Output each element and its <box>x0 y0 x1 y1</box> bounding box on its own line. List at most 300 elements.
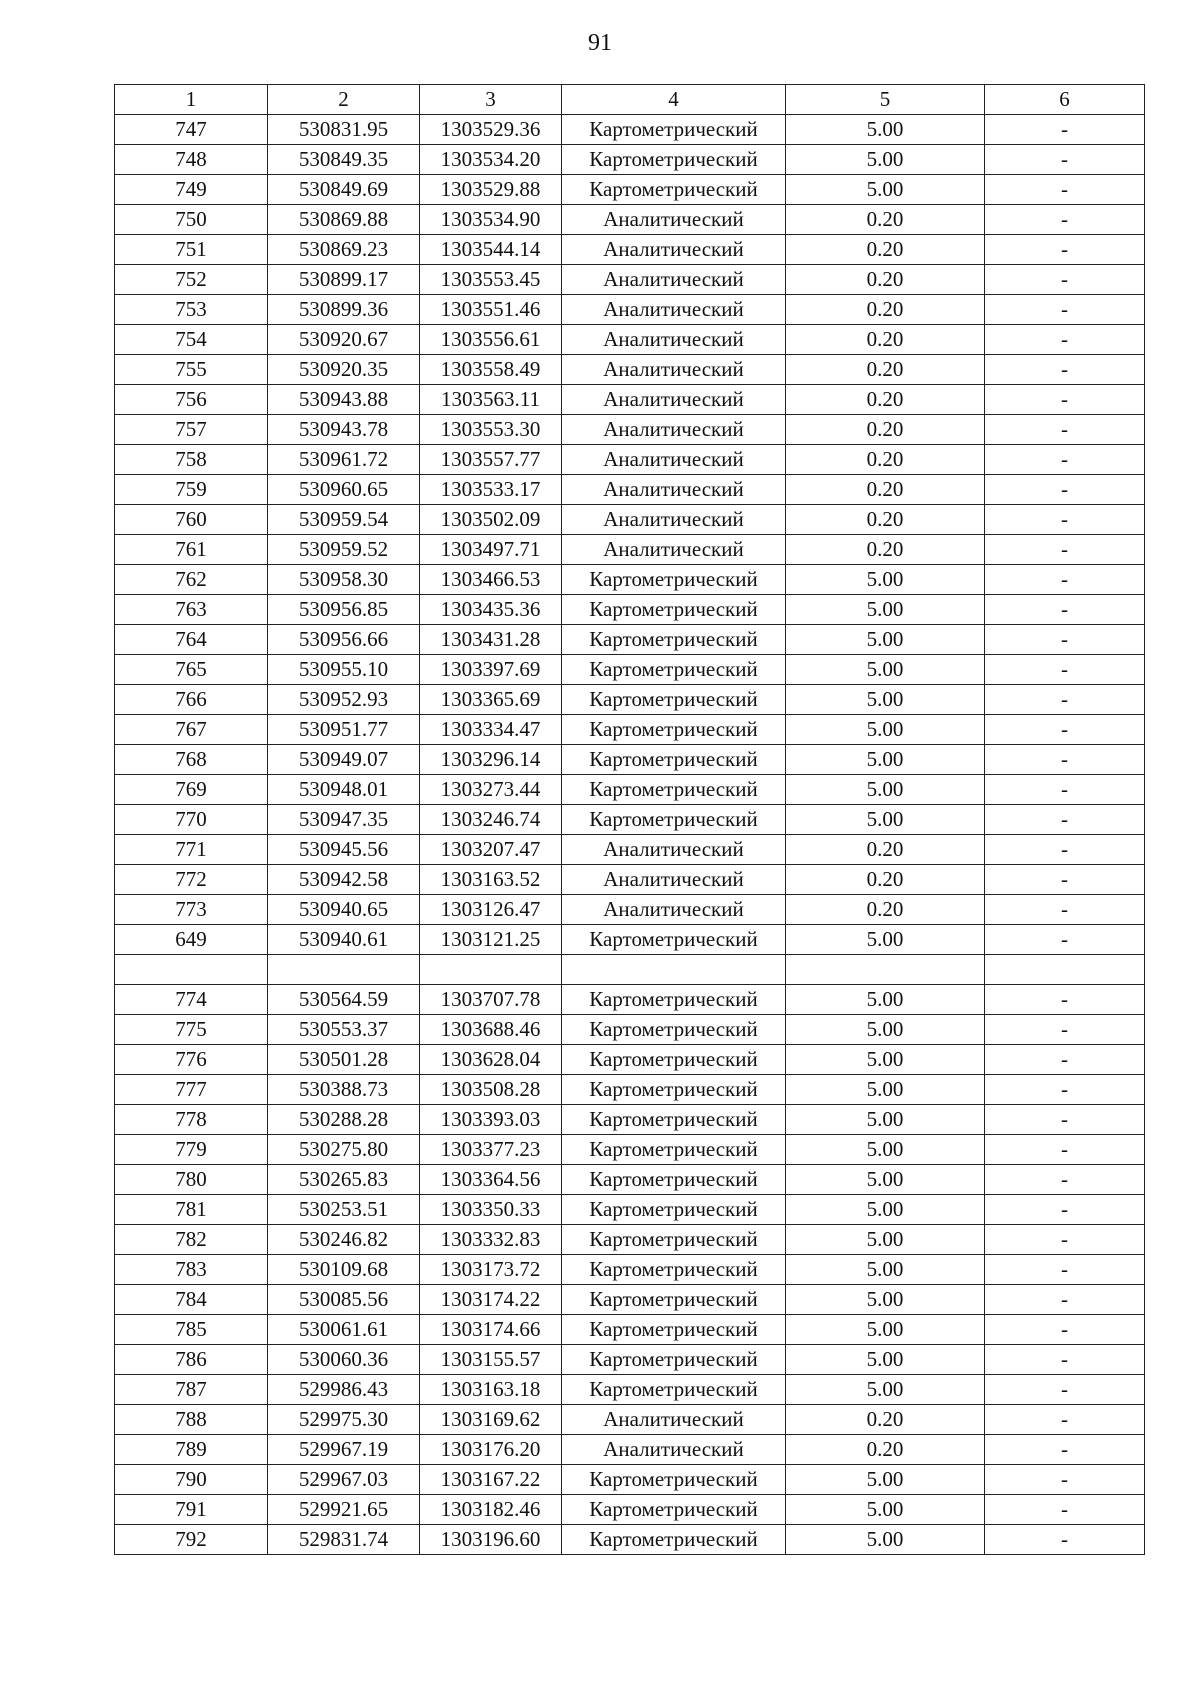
point-number-cell: 750 <box>115 205 268 235</box>
note-cell: - <box>985 1495 1145 1525</box>
table-row <box>115 1495 1145 1525</box>
y-coordinate-cell: 1303628.04 <box>420 1045 562 1075</box>
point-number-cell: 783 <box>115 1255 268 1285</box>
note-cell: - <box>985 1375 1145 1405</box>
y-coordinate-cell <box>420 955 562 985</box>
method-cell: Картометрический <box>562 565 786 595</box>
point-number-cell: 755 <box>115 355 268 385</box>
note-cell: - <box>985 1135 1145 1165</box>
note-cell: - <box>985 445 1145 475</box>
method-cell: Картометрический <box>562 1165 786 1195</box>
x-coordinate-cell: 530942.58 <box>268 865 420 895</box>
x-coordinate-cell: 530959.52 <box>268 535 420 565</box>
method-cell: Картометрический <box>562 1195 786 1225</box>
accuracy-cell: 5.00 <box>786 1495 985 1525</box>
point-number-cell: 778 <box>115 1105 268 1135</box>
x-coordinate-cell: 529975.30 <box>268 1405 420 1435</box>
x-coordinate-cell: 530288.28 <box>268 1105 420 1135</box>
y-coordinate-cell: 1303688.46 <box>420 1015 562 1045</box>
table-row <box>115 1135 1145 1165</box>
method-cell: Аналитический <box>562 415 786 445</box>
y-coordinate-cell: 1303529.36 <box>420 115 562 145</box>
x-coordinate-cell: 530951.77 <box>268 715 420 745</box>
point-number-cell: 786 <box>115 1345 268 1375</box>
accuracy-cell: 0.20 <box>786 535 985 565</box>
note-cell: - <box>985 865 1145 895</box>
point-number-cell: 787 <box>115 1375 268 1405</box>
note-cell: - <box>985 1465 1145 1495</box>
note-cell: - <box>985 235 1145 265</box>
point-number-cell: 789 <box>115 1435 268 1465</box>
note-cell: - <box>985 715 1145 745</box>
x-coordinate-cell: 529921.65 <box>268 1495 420 1525</box>
point-number-cell: 760 <box>115 505 268 535</box>
y-coordinate-cell: 1303497.71 <box>420 535 562 565</box>
table-row <box>115 1315 1145 1345</box>
method-cell: Картометрический <box>562 1285 786 1315</box>
note-cell: - <box>985 1195 1145 1225</box>
method-cell: Аналитический <box>562 505 786 535</box>
note-cell: - <box>985 1165 1145 1195</box>
table-row <box>115 415 1145 445</box>
table-row <box>115 475 1145 505</box>
table-row <box>115 235 1145 265</box>
x-coordinate-cell: 530253.51 <box>268 1195 420 1225</box>
note-cell: - <box>985 805 1145 835</box>
accuracy-cell: 5.00 <box>786 685 985 715</box>
point-number-cell: 754 <box>115 325 268 355</box>
header-col-1: 1 <box>115 85 268 115</box>
y-coordinate-cell: 1303556.61 <box>420 325 562 355</box>
y-coordinate-cell: 1303169.62 <box>420 1405 562 1435</box>
accuracy-cell: 0.20 <box>786 895 985 925</box>
point-number-cell: 753 <box>115 295 268 325</box>
x-coordinate-cell: 530920.67 <box>268 325 420 355</box>
table-row <box>115 1435 1145 1465</box>
point-number-cell: 762 <box>115 565 268 595</box>
method-cell: Картометрический <box>562 715 786 745</box>
note-cell: - <box>985 745 1145 775</box>
point-number-cell: 749 <box>115 175 268 205</box>
table-row <box>115 985 1145 1015</box>
note-cell: - <box>985 895 1145 925</box>
point-number-cell: 779 <box>115 1135 268 1165</box>
note-cell: - <box>985 535 1145 565</box>
accuracy-cell: 5.00 <box>786 985 985 1015</box>
method-cell: Картометрический <box>562 1045 786 1075</box>
accuracy-cell: 5.00 <box>786 1105 985 1135</box>
table-row <box>115 1285 1145 1315</box>
y-coordinate-cell: 1303707.78 <box>420 985 562 1015</box>
note-cell: - <box>985 985 1145 1015</box>
table-row <box>115 835 1145 865</box>
y-coordinate-cell: 1303502.09 <box>420 505 562 535</box>
header-col-6: 6 <box>985 85 1145 115</box>
note-cell: - <box>985 295 1145 325</box>
point-number-cell: 775 <box>115 1015 268 1045</box>
method-cell: Аналитический <box>562 1405 786 1435</box>
note-cell: - <box>985 925 1145 955</box>
accuracy-cell: 5.00 <box>786 625 985 655</box>
note-cell: - <box>985 1105 1145 1135</box>
point-number-cell: 784 <box>115 1285 268 1315</box>
note-cell: - <box>985 775 1145 805</box>
y-coordinate-cell: 1303207.47 <box>420 835 562 865</box>
y-coordinate-cell: 1303393.03 <box>420 1105 562 1135</box>
header-col-2: 2 <box>268 85 420 115</box>
accuracy-cell: 5.00 <box>786 1525 985 1555</box>
table-row <box>115 115 1145 145</box>
accuracy-cell: 0.20 <box>786 265 985 295</box>
y-coordinate-cell: 1303431.28 <box>420 625 562 655</box>
point-number-cell: 764 <box>115 625 268 655</box>
point-number-cell: 776 <box>115 1045 268 1075</box>
point-number-cell: 773 <box>115 895 268 925</box>
y-coordinate-cell: 1303553.45 <box>420 265 562 295</box>
x-coordinate-cell: 530831.95 <box>268 115 420 145</box>
method-cell: Картометрический <box>562 115 786 145</box>
accuracy-cell: 5.00 <box>786 1195 985 1225</box>
x-coordinate-cell: 530869.23 <box>268 235 420 265</box>
table-row <box>115 1525 1145 1555</box>
accuracy-cell: 5.00 <box>786 115 985 145</box>
y-coordinate-cell: 1303173.72 <box>420 1255 562 1285</box>
y-coordinate-cell: 1303365.69 <box>420 685 562 715</box>
x-coordinate-cell: 530956.66 <box>268 625 420 655</box>
accuracy-cell: 5.00 <box>786 1315 985 1345</box>
point-number-cell: 790 <box>115 1465 268 1495</box>
y-coordinate-cell: 1303246.74 <box>420 805 562 835</box>
table-row <box>115 205 1145 235</box>
x-coordinate-cell: 530949.07 <box>268 745 420 775</box>
y-coordinate-cell: 1303126.47 <box>420 895 562 925</box>
table-row <box>115 655 1145 685</box>
accuracy-cell: 5.00 <box>786 1075 985 1105</box>
y-coordinate-cell: 1303167.22 <box>420 1465 562 1495</box>
table-row <box>115 295 1145 325</box>
point-number-cell: 761 <box>115 535 268 565</box>
method-cell: Аналитический <box>562 475 786 505</box>
note-cell: - <box>985 1315 1145 1345</box>
note-cell: - <box>985 1405 1145 1435</box>
note-cell: - <box>985 505 1145 535</box>
accuracy-cell: 5.00 <box>786 1135 985 1165</box>
point-number-cell: 792 <box>115 1525 268 1555</box>
method-cell <box>562 955 786 985</box>
method-cell: Картометрический <box>562 1105 786 1135</box>
table-row <box>115 685 1145 715</box>
method-cell: Картометрический <box>562 745 786 775</box>
point-number-cell: 782 <box>115 1225 268 1255</box>
method-cell: Картометрический <box>562 145 786 175</box>
y-coordinate-cell: 1303397.69 <box>420 655 562 685</box>
table-row <box>115 955 1145 985</box>
y-coordinate-cell: 1303174.22 <box>420 1285 562 1315</box>
x-coordinate-cell: 530899.17 <box>268 265 420 295</box>
y-coordinate-cell: 1303296.14 <box>420 745 562 775</box>
x-coordinate-cell: 530275.80 <box>268 1135 420 1165</box>
x-coordinate-cell: 530945.56 <box>268 835 420 865</box>
point-number-cell: 791 <box>115 1495 268 1525</box>
note-cell: - <box>985 625 1145 655</box>
x-coordinate-cell: 530109.68 <box>268 1255 420 1285</box>
table-row <box>115 745 1145 775</box>
accuracy-cell: 0.20 <box>786 1435 985 1465</box>
x-coordinate-cell: 530956.85 <box>268 595 420 625</box>
note-cell: - <box>985 475 1145 505</box>
x-coordinate-cell: 530869.88 <box>268 205 420 235</box>
x-coordinate-cell: 530940.61 <box>268 925 420 955</box>
accuracy-cell: 0.20 <box>786 415 985 445</box>
table-row <box>115 1045 1145 1075</box>
y-coordinate-cell: 1303435.36 <box>420 595 562 625</box>
y-coordinate-cell: 1303558.49 <box>420 355 562 385</box>
accuracy-cell: 5.00 <box>786 1045 985 1075</box>
note-cell: - <box>985 175 1145 205</box>
point-number-cell: 780 <box>115 1165 268 1195</box>
x-coordinate-cell: 530943.78 <box>268 415 420 445</box>
note-cell: - <box>985 1045 1145 1075</box>
method-cell: Картометрический <box>562 1075 786 1105</box>
y-coordinate-cell: 1303534.90 <box>420 205 562 235</box>
table-row <box>115 805 1145 835</box>
point-number-cell: 759 <box>115 475 268 505</box>
note-cell: - <box>985 565 1145 595</box>
method-cell: Картометрический <box>562 1495 786 1525</box>
method-cell: Аналитический <box>562 385 786 415</box>
accuracy-cell: 0.20 <box>786 505 985 535</box>
table-row <box>115 1075 1145 1105</box>
note-cell: - <box>985 355 1145 385</box>
note-cell: - <box>985 385 1145 415</box>
table-row <box>115 445 1145 475</box>
point-number-cell: 772 <box>115 865 268 895</box>
note-cell: - <box>985 1435 1145 1465</box>
method-cell: Аналитический <box>562 265 786 295</box>
accuracy-cell: 0.20 <box>786 865 985 895</box>
x-coordinate-cell: 530849.69 <box>268 175 420 205</box>
point-number-cell: 766 <box>115 685 268 715</box>
method-cell: Картометрический <box>562 985 786 1015</box>
method-cell: Картометрический <box>562 175 786 205</box>
table-row <box>115 325 1145 355</box>
x-coordinate-cell: 530952.93 <box>268 685 420 715</box>
method-cell: Картометрический <box>562 655 786 685</box>
method-cell: Аналитический <box>562 205 786 235</box>
accuracy-cell: 5.00 <box>786 715 985 745</box>
point-number-cell: 774 <box>115 985 268 1015</box>
table-body <box>115 115 1145 1555</box>
note-cell: - <box>985 595 1145 625</box>
method-cell: Картометрический <box>562 805 786 835</box>
x-coordinate-cell: 530948.01 <box>268 775 420 805</box>
method-cell: Картометрический <box>562 1015 786 1045</box>
point-number-cell: 758 <box>115 445 268 475</box>
x-coordinate-cell: 530265.83 <box>268 1165 420 1195</box>
point-number-cell <box>115 955 268 985</box>
x-coordinate-cell: 530061.61 <box>268 1315 420 1345</box>
y-coordinate-cell: 1303163.18 <box>420 1375 562 1405</box>
table-row <box>115 865 1145 895</box>
method-cell: Аналитический <box>562 235 786 265</box>
accuracy-cell: 0.20 <box>786 355 985 385</box>
x-coordinate-cell: 530060.36 <box>268 1345 420 1375</box>
note-cell: - <box>985 655 1145 685</box>
accuracy-cell: 5.00 <box>786 1465 985 1495</box>
table-row <box>115 595 1145 625</box>
accuracy-cell: 0.20 <box>786 205 985 235</box>
coordinates-table <box>114 84 1145 1555</box>
x-coordinate-cell: 530920.35 <box>268 355 420 385</box>
point-number-cell: 752 <box>115 265 268 295</box>
y-coordinate-cell: 1303377.23 <box>420 1135 562 1165</box>
x-coordinate-cell: 530947.35 <box>268 805 420 835</box>
accuracy-cell <box>786 955 985 985</box>
method-cell: Аналитический <box>562 535 786 565</box>
table-row <box>115 1405 1145 1435</box>
method-cell: Картометрический <box>562 1465 786 1495</box>
x-coordinate-cell: 530553.37 <box>268 1015 420 1045</box>
header-col-3: 3 <box>420 85 562 115</box>
method-cell: Картометрический <box>562 1525 786 1555</box>
note-cell: - <box>985 685 1145 715</box>
table-row <box>115 355 1145 385</box>
method-cell: Картометрический <box>562 1225 786 1255</box>
y-coordinate-cell: 1303557.77 <box>420 445 562 475</box>
table-row <box>115 1105 1145 1135</box>
x-coordinate-cell: 530246.82 <box>268 1225 420 1255</box>
note-cell: - <box>985 1285 1145 1315</box>
page-number: 91 <box>588 30 612 56</box>
point-number-cell: 767 <box>115 715 268 745</box>
x-coordinate-cell: 530940.65 <box>268 895 420 925</box>
accuracy-cell: 5.00 <box>786 925 985 955</box>
x-coordinate-cell: 529986.43 <box>268 1375 420 1405</box>
table-row <box>115 1345 1145 1375</box>
point-number-cell: 757 <box>115 415 268 445</box>
x-coordinate-cell: 530085.56 <box>268 1285 420 1315</box>
point-number-cell: 765 <box>115 655 268 685</box>
method-cell: Аналитический <box>562 325 786 355</box>
table-row <box>115 895 1145 925</box>
method-cell: Аналитический <box>562 865 786 895</box>
x-coordinate-cell: 530849.35 <box>268 145 420 175</box>
note-cell: - <box>985 1525 1145 1555</box>
table-row <box>115 535 1145 565</box>
table-row <box>115 1165 1145 1195</box>
note-cell: - <box>985 265 1145 295</box>
table-row <box>115 1255 1145 1285</box>
header-row <box>115 85 1145 115</box>
y-coordinate-cell: 1303273.44 <box>420 775 562 805</box>
table-row <box>115 715 1145 745</box>
note-cell: - <box>985 205 1145 235</box>
method-cell: Аналитический <box>562 895 786 925</box>
accuracy-cell: 5.00 <box>786 1375 985 1405</box>
accuracy-cell: 5.00 <box>786 1255 985 1285</box>
x-coordinate-cell: 530959.54 <box>268 505 420 535</box>
table-row <box>115 1465 1145 1495</box>
y-coordinate-cell: 1303563.11 <box>420 385 562 415</box>
point-number-cell: 751 <box>115 235 268 265</box>
y-coordinate-cell: 1303534.20 <box>420 145 562 175</box>
accuracy-cell: 0.20 <box>786 445 985 475</box>
table-row <box>115 1375 1145 1405</box>
point-number-cell: 769 <box>115 775 268 805</box>
point-number-cell: 768 <box>115 745 268 775</box>
method-cell: Картометрический <box>562 1375 786 1405</box>
table-row <box>115 505 1145 535</box>
method-cell: Картометрический <box>562 1315 786 1345</box>
table-row <box>115 175 1145 205</box>
table-row <box>115 1015 1145 1045</box>
accuracy-cell: 5.00 <box>786 1345 985 1375</box>
x-coordinate-cell <box>268 955 420 985</box>
table-row <box>115 565 1145 595</box>
accuracy-cell: 5.00 <box>786 1225 985 1255</box>
x-coordinate-cell: 530961.72 <box>268 445 420 475</box>
accuracy-cell: 5.00 <box>786 775 985 805</box>
accuracy-cell: 0.20 <box>786 295 985 325</box>
note-cell: - <box>985 1255 1145 1285</box>
x-coordinate-cell: 530960.65 <box>268 475 420 505</box>
accuracy-cell: 5.00 <box>786 1015 985 1045</box>
table-header <box>115 85 1145 115</box>
table-row <box>115 385 1145 415</box>
table-row <box>115 1195 1145 1225</box>
point-number-cell: 771 <box>115 835 268 865</box>
accuracy-cell: 0.20 <box>786 235 985 265</box>
table-row <box>115 925 1145 955</box>
y-coordinate-cell: 1303174.66 <box>420 1315 562 1345</box>
note-cell: - <box>985 1225 1145 1255</box>
point-number-cell: 763 <box>115 595 268 625</box>
method-cell: Картометрический <box>562 1255 786 1285</box>
table-row <box>115 625 1145 655</box>
note-cell: - <box>985 415 1145 445</box>
method-cell: Картометрический <box>562 1345 786 1375</box>
y-coordinate-cell: 1303364.56 <box>420 1165 562 1195</box>
table-row <box>115 1225 1145 1255</box>
note-cell: - <box>985 1075 1145 1105</box>
y-coordinate-cell: 1303163.52 <box>420 865 562 895</box>
accuracy-cell: 5.00 <box>786 175 985 205</box>
x-coordinate-cell: 530501.28 <box>268 1045 420 1075</box>
table-row <box>115 265 1145 295</box>
method-cell: Аналитический <box>562 445 786 475</box>
accuracy-cell: 5.00 <box>786 1285 985 1315</box>
accuracy-cell: 0.20 <box>786 1405 985 1435</box>
y-coordinate-cell: 1303182.46 <box>420 1495 562 1525</box>
method-cell: Картометрический <box>562 685 786 715</box>
point-number-cell: 756 <box>115 385 268 415</box>
method-cell: Картометрический <box>562 925 786 955</box>
x-coordinate-cell: 530564.59 <box>268 985 420 1015</box>
point-number-cell: 781 <box>115 1195 268 1225</box>
accuracy-cell: 5.00 <box>786 595 985 625</box>
note-cell: - <box>985 325 1145 355</box>
x-coordinate-cell: 530958.30 <box>268 565 420 595</box>
x-coordinate-cell: 529831.74 <box>268 1525 420 1555</box>
x-coordinate-cell: 530899.36 <box>268 295 420 325</box>
y-coordinate-cell: 1303332.83 <box>420 1225 562 1255</box>
note-cell: - <box>985 115 1145 145</box>
table-row <box>115 145 1145 175</box>
point-number-cell: 747 <box>115 115 268 145</box>
y-coordinate-cell: 1303553.30 <box>420 415 562 445</box>
note-cell <box>985 955 1145 985</box>
method-cell: Картометрический <box>562 625 786 655</box>
